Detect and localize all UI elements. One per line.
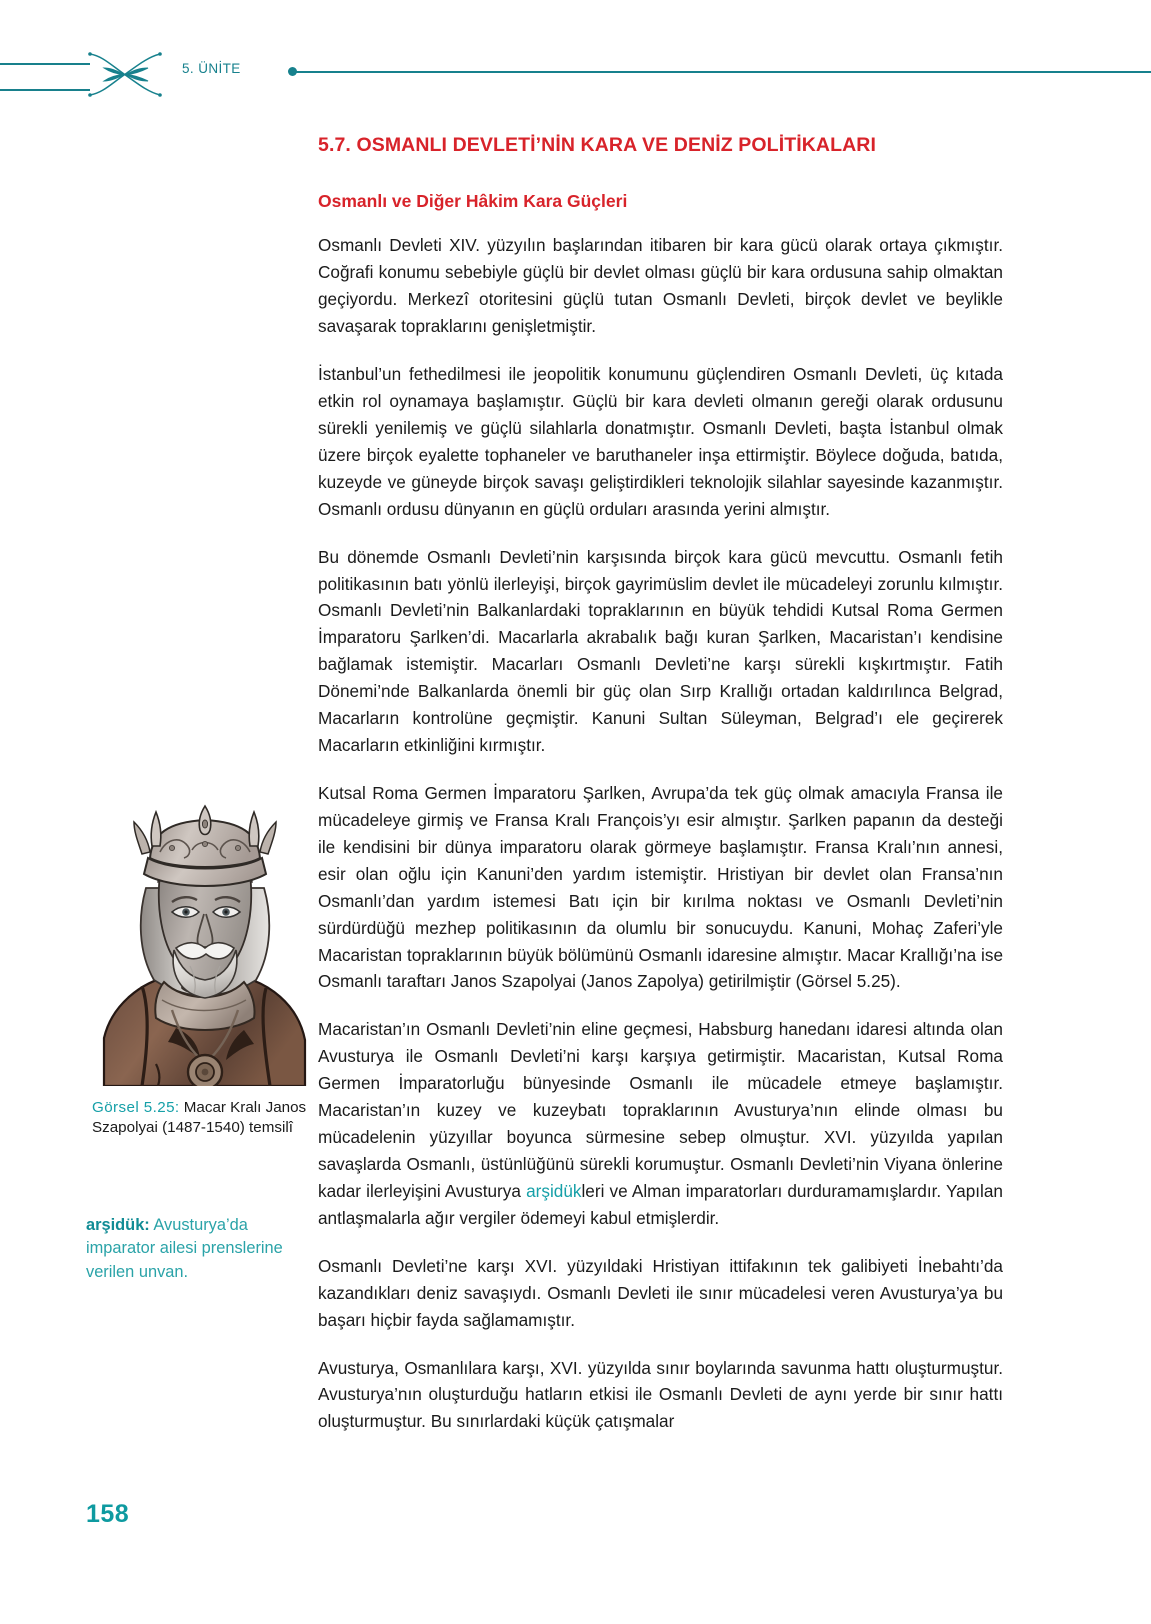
paragraph-1: Osmanlı Devleti XIV. yüzyılın başlarından itibaren bir kara gücü olarak ortaya çıkmıştır. Coğrafi konumu sebebiyle güçlü bir devlet olması güçlü bir kara ordusuna sahip olmaktan geçiyordu. Merkezî otoritesini güçlü tutan Osmanlı Devleti, birçok devlet ve beylikle savaşarak topraklarını genişletmiştir. xyxy=(318,235,1003,337)
figure-caption-label: Görsel 5.25: xyxy=(92,1099,180,1116)
ribbon-knot-icon xyxy=(88,50,164,100)
paragraph-5-habsburg xyxy=(318,1016,1003,1231)
page-number: 158 xyxy=(86,1500,130,1528)
figure-gorsel-5-25 xyxy=(92,796,320,1139)
paragraph-5-text-after: leri ve Alman imparatorları durduramamışlardır. Yapılan antlaşmalarla ağır vergiler ödemeyi kabul etmişlerdir. xyxy=(318,1180,1003,1228)
glossary-term-inline: arşidük xyxy=(526,1180,582,1201)
paragraph-3: Bu dönemde Osmanlı Devleti’nin karşısında birçok kara gücü mevcuttu. Osmanlı fetih politikasının batı yönlü ilerleyişi, birçok gayrimüslim devlet ile mücadeleyi zorunlu kılmıştır. Osmanlı Devleti’nin Balkanlardaki topraklarının en büyük tehdidi Kutsal Roma Germen İmparatoru Şarlken’di. Macarlarla akrabalık bağı kuran Şarlken, Macaristan’ı kendisine bağlamak istemiştir. Macarları Osmanlı Devleti’ne karşı sürekli kışkırtmıştır. Fatih Dönemi’nde Balkanlarda önemli bir güç olan Sırp Krallığı ortadan kaldırılınca Belgrad, Macarların kontrolüne geçmiştir. Kanuni Sultan Süleyman, Belgrad’ı ele geçirerek Macarların etkinliğini kırmıştır. xyxy=(318,546,1003,756)
page-header xyxy=(0,0,1151,120)
page-title: 5.7. OSMANLI DEVLETİ’NİN KARA VE DENİZ POLİTİKALARI xyxy=(318,134,876,156)
paragraph-4: Kutsal Roma Germen İmparatoru Şarlken, Avrupa’da tek güç olmak amacıyla Fransa ile mücadeleye girmiş ve Fransa Kralı François’yı esir almıştır. Şarlken papanın da desteği ile kendisini bir dünya imparatoru olarak görmeye başlamıştır. Fransa Kralı’nın annesi, esir olan oğlu için Kanuni’den yardım istemiştir. Hristiyan bir devlet olan Fransa’nın Osmanlı’dan yardım istemesi Batı için bir kırılma noktası ve Osmanlı Devleti’nin sürdürdüğü mezhep politikasının da olumlu bir sonucuydu. Kanuni, Mohaç Zaferi’yle Macaristan topraklarının büyük bölümünü Osmanlı idaresine almıştır. Macar Krallığı’na ise Osmanlı taraftarı Janos Szapolyai (Janos Zapolya) getirilmiştir (Görsel 5.25). xyxy=(318,782,1003,992)
figure-caption xyxy=(92,1098,320,1139)
main-text-column xyxy=(318,134,1003,1435)
unit-label: 5. ÜNİTE xyxy=(182,61,241,76)
paragraph-7: Avusturya, Osmanlılara karşı, XVI. yüzyılda sınır boylarında savunma hattı oluşturmuştur. Avusturya’nın oluşturduğu hatların etkisi ile Osmanlı Devleti de aynı yerde bir sınır hattı oluşturmuştur. Bu sınırlardaki küçük çatışmalar xyxy=(318,1357,1003,1432)
paragraph-5-text-before: Macaristan’ın Osmanlı Devleti’nin eline geçmesi, Habsburg hanedanı idaresi altında olan Avusturya ile Osmanlı Devleti’ni karşı karşıya getirmiştir. Macaristan, Kutsal Roma Germen İmparatorluğu bünyesinde Osmanlı ile mücadele etmeye başlamıştır. Macaristan’ın kuzey ve kuzeybatı topraklarının Avusturya’nın elinde olması bu mücadelenin yüzyıllar boyunca sürmesine sebep olmuştur. XVI. yüzyılda yapılan savaşlarda Osmanlı, üstünlüğünü sürekli korumuştur. Osmanlı Devleti’nin Viyana önlerine kadar ilerleyişini Avusturya xyxy=(318,1019,1003,1201)
header-rule-right xyxy=(296,71,1151,73)
header-left-rules xyxy=(0,58,100,92)
header-rule-bottom xyxy=(0,89,90,91)
king-portrait-illustration xyxy=(98,796,310,1086)
glossary-box xyxy=(86,1214,300,1284)
glossary-definition: Avusturya’da imparator ailesi prenslerine verilen unvan. xyxy=(86,1216,283,1281)
figure-caption-text: Macar Kralı Janos Szapolyai (1487-1540) temsilî xyxy=(92,1099,307,1137)
paragraph-6: Osmanlı Devleti’ne karşı XVI. yüzyıldaki Hristiyan ittifakının tek galibiyeti İnebahtı’da kazandıkları deniz savaşıydı. Osmanlı Devleti ile sınır mücadelesi veren Avusturya’ya bu başarı hiçbir fayda sağlamamıştır. xyxy=(318,1255,1003,1330)
header-rule-top xyxy=(0,63,90,65)
glossary-term: arşidük: xyxy=(86,1216,150,1234)
section-subtitle: Osmanlı ve Diğer Hâkim Kara Güçleri xyxy=(318,191,628,212)
paragraph-2: İstanbul’un fethedilmesi ile jeopolitik konumunu güçlendiren Osmanlı Devleti, üç kıtada etkin rol oynamaya başlamıştır. Güçlü bir kara devleti olmanın gereği olarak ordusunu sürekli yenilemiş ve güçlü silahlarla donatmıştır. Osmanlı Devleti, başta İstanbul olmak üzere birçok eyalette tophaneler ve baruthaneler inşa ettirmiştir. Böylece doğuda, batıda, kuzeyde ve güneyde birçok savaşı geliştirdikleri teknolojik silahlar sayesinde kazanmıştır. Osmanlı ordusu dünyanın en güçlü orduları arasında yerini almıştır. xyxy=(318,364,1003,519)
